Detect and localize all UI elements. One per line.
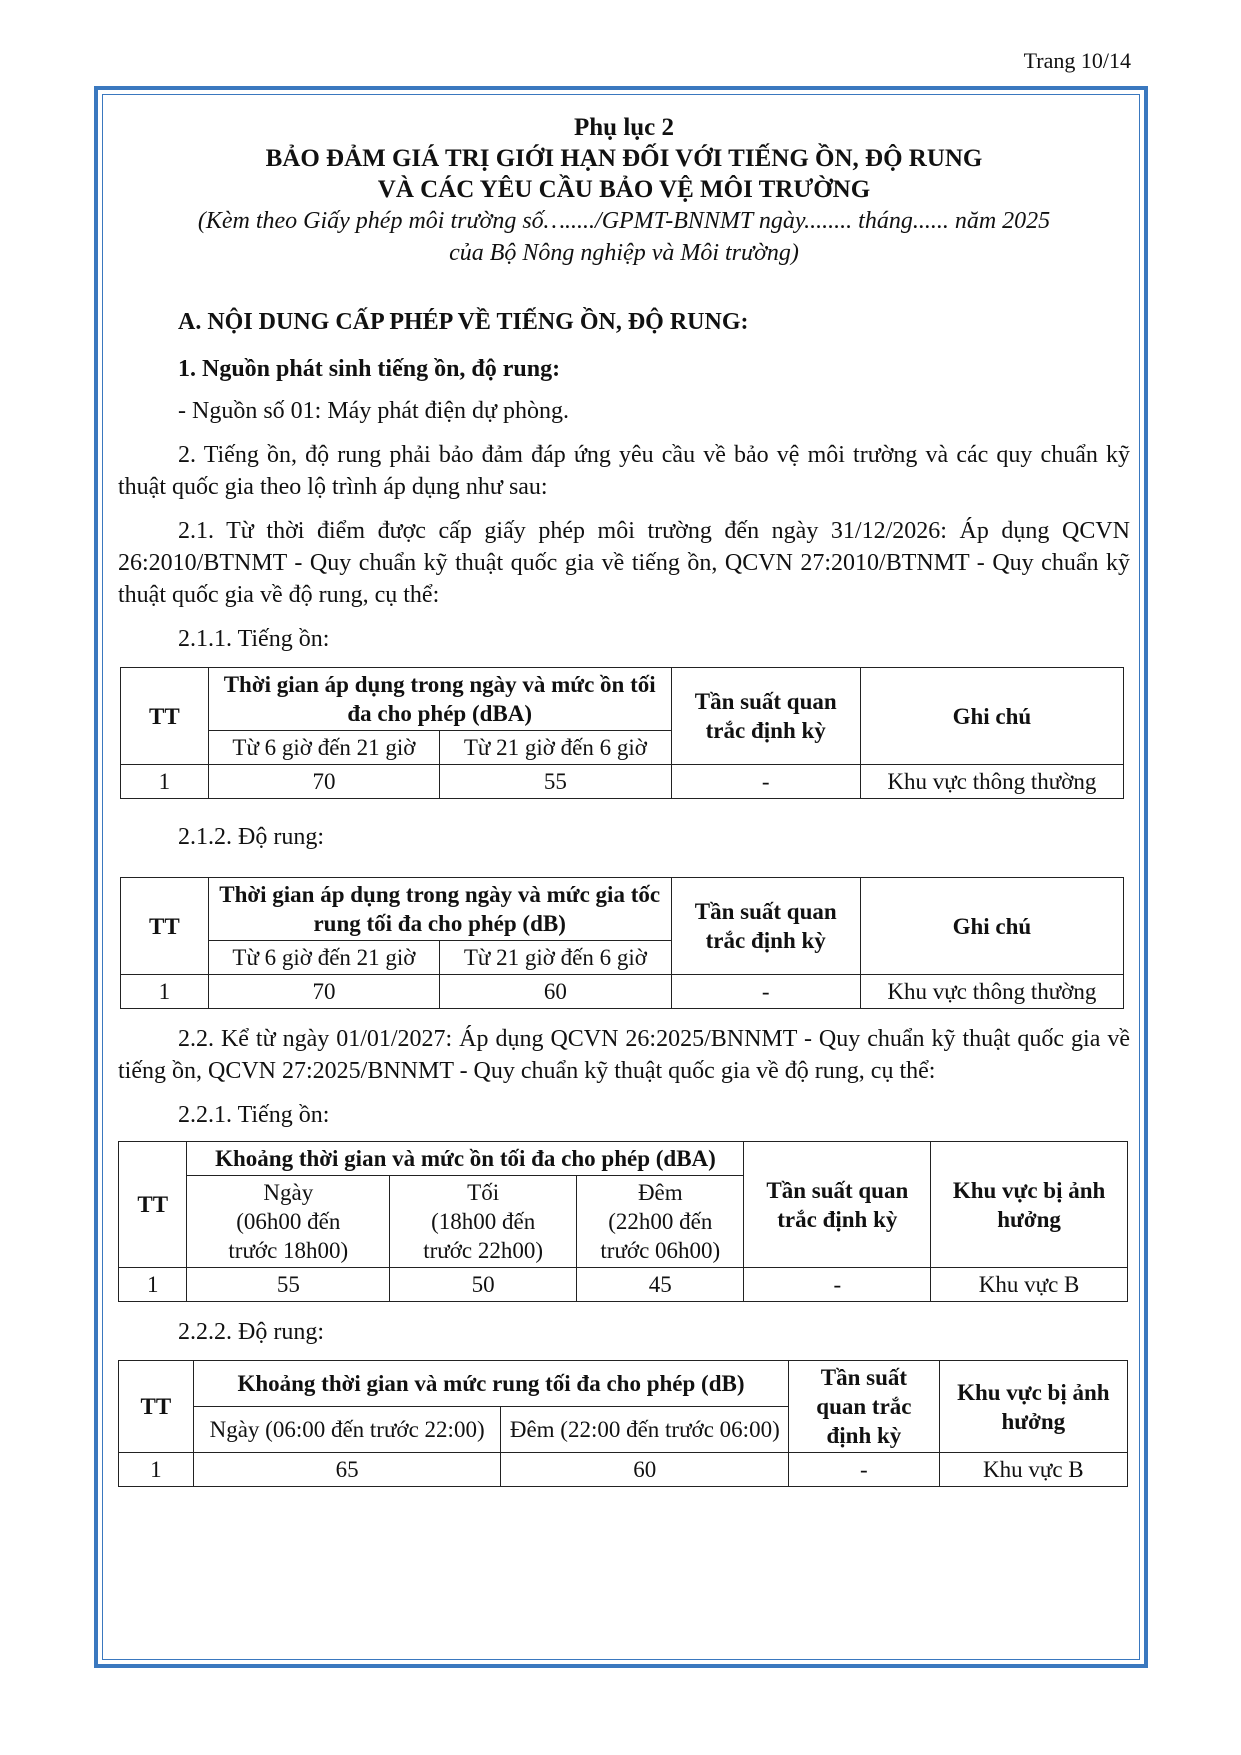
cell-area: Khu vực B xyxy=(931,1268,1128,1302)
header-night: Đêm (22:00 đến trước 06:00) xyxy=(501,1407,789,1453)
header-evening-label: Tối xyxy=(467,1180,500,1205)
appendix-subtitle-line2: của Bộ Nông nghiệp và Môi trường) xyxy=(449,240,799,266)
header-area: Khu vực bị ảnh hưởng xyxy=(931,1142,1128,1268)
cell-tt: 1 xyxy=(119,1268,187,1302)
cell-note: Khu vực thông thường xyxy=(860,765,1123,799)
table-row xyxy=(121,765,1124,799)
header-night xyxy=(577,1176,744,1268)
document-body xyxy=(118,112,1130,1487)
header-group: Khoảng thời gian và mức ồn tối đa cho phép (dBA) xyxy=(187,1142,744,1176)
cell-tt: 1 xyxy=(119,1453,194,1487)
header-frequency: Tần suất quan trắc định kỳ xyxy=(671,668,860,765)
appendix-label: Phụ lục 2 xyxy=(573,114,675,141)
label-2-2-1: 2.2.1. Tiếng ồn: xyxy=(178,1102,330,1128)
noise-table-2010 xyxy=(120,667,1124,799)
header-evening-range-end: trước 22h00) xyxy=(423,1238,544,1263)
header-evening-range-start: (18h00 đến xyxy=(431,1209,536,1234)
header-day-range-start: (06h00 đến xyxy=(236,1209,341,1234)
vibration-table-2010 xyxy=(120,877,1124,1009)
cell-day: 55 xyxy=(187,1268,390,1302)
header-day: Ngày (06:00 đến trước 22:00) xyxy=(193,1407,501,1453)
cell-night: 55 xyxy=(440,765,671,799)
header-day: Từ 6 giờ đến 21 giờ xyxy=(208,941,439,975)
page-number: Trang 10/14 xyxy=(1023,48,1131,73)
table-row xyxy=(119,1268,1128,1302)
header-night-label: Đêm xyxy=(637,1180,683,1205)
header-evening xyxy=(390,1176,577,1268)
header-day-range-end: trước 18h00) xyxy=(228,1238,349,1263)
cell-area: Khu vực B xyxy=(939,1453,1127,1487)
appendix-subtitle-line1: (Kèm theo Giấy phép môi trường số…...../GPMT-BNNMT ngày........ tháng...... năm 2025 xyxy=(197,208,1051,234)
noise-table-2025 xyxy=(118,1141,1128,1302)
paragraph-2-1: 2.1. Từ thời điểm được cấp giấy phép môi trường đến ngày 31/12/2026: Áp dụng QCVN 26:2010/BTNMT - Quy chuẩn kỹ thuật quốc gia về tiếng ồn, QCVN 27:2010/BTNMT - Quy chuẩn kỹ thuật quốc gia về độ rung, cụ thể: xyxy=(118,518,1130,608)
cell-frequency: - xyxy=(789,1453,939,1487)
cell-frequency: - xyxy=(744,1268,931,1302)
label-2-2-2: 2.2.2. Độ rung: xyxy=(178,1319,324,1345)
header-frequency: Tần suất quan trắc định kỳ xyxy=(671,878,860,975)
cell-tt: 1 xyxy=(121,765,209,799)
cell-night: 60 xyxy=(501,1453,789,1487)
source-item: - Nguồn số 01: Máy phát điện dự phòng. xyxy=(178,398,569,424)
table-row xyxy=(119,1453,1128,1487)
header-group: Khoảng thời gian và mức rung tối đa cho phép (dB) xyxy=(193,1361,788,1407)
header-frequency: Tần suất quan trắc định kỳ xyxy=(744,1142,931,1268)
vibration-table-2025 xyxy=(118,1360,1128,1487)
header-tt: TT xyxy=(119,1361,194,1453)
cell-night: 60 xyxy=(440,975,671,1009)
appendix-header xyxy=(118,112,1130,269)
cell-night: 45 xyxy=(577,1268,744,1302)
cell-day: 70 xyxy=(208,975,439,1009)
header-tt: TT xyxy=(119,1142,187,1268)
header-frequency: Tần suất quan trắc định kỳ xyxy=(789,1361,939,1453)
header-night: Từ 21 giờ đến 6 giờ xyxy=(440,941,671,975)
appendix-title-line1: BẢO ĐẢM GIÁ TRỊ GIỚI HẠN ĐỐI VỚI TIẾNG ỒN, ĐỘ RUNG xyxy=(265,145,983,172)
header-area: Khu vực bị ảnh hưởng xyxy=(939,1361,1127,1453)
section-a-heading: A. NỘI DUNG CẤP PHÉP VỀ TIẾNG ỒN, ĐỘ RUNG: xyxy=(178,309,749,335)
cell-day: 70 xyxy=(208,765,439,799)
header-night-range-start: (22h00 đến xyxy=(608,1209,713,1234)
header-tt: TT xyxy=(121,878,209,975)
appendix-title-line2: VÀ CÁC YÊU CẦU BẢO VỆ MÔI TRƯỜNG xyxy=(377,176,871,203)
cell-evening: 50 xyxy=(390,1268,577,1302)
cell-frequency: - xyxy=(671,975,860,1009)
header-note: Ghi chú xyxy=(860,878,1123,975)
cell-tt: 1 xyxy=(121,975,209,1009)
cell-frequency: - xyxy=(671,765,860,799)
cell-day: 65 xyxy=(193,1453,501,1487)
cell-note: Khu vực thông thường xyxy=(860,975,1123,1009)
header-day: Từ 6 giờ đến 21 giờ xyxy=(208,731,439,765)
header-night-range-end: trước 06h00) xyxy=(600,1238,721,1263)
table-row xyxy=(121,975,1124,1009)
header-note: Ghi chú xyxy=(860,668,1123,765)
header-night: Từ 21 giờ đến 6 giờ xyxy=(440,731,671,765)
label-2-1-2: 2.1.2. Độ rung: xyxy=(178,824,324,850)
paragraph-2-2: 2.2. Kể từ ngày 01/01/2027: Áp dụng QCVN 26:2025/BNNMT - Quy chuẩn kỹ thuật quốc gia về tiếng ồn, QCVN 27:2025/BNNMT - Quy chuẩn kỹ thuật quốc gia về độ rung, cụ thể: xyxy=(118,1026,1130,1084)
heading-noise-sources: 1. Nguồn phát sinh tiếng ồn, độ rung: xyxy=(178,356,561,382)
header-day-label: Ngày xyxy=(263,1180,314,1205)
header-group: Thời gian áp dụng trong ngày và mức ồn tối đa cho phép (dBA) xyxy=(208,668,671,731)
label-2-1-1: 2.1.1. Tiếng ồn: xyxy=(178,626,330,652)
header-group: Thời gian áp dụng trong ngày và mức gia tốc rung tối đa cho phép (dB) xyxy=(208,878,671,941)
header-day xyxy=(187,1176,390,1268)
header-tt: TT xyxy=(121,668,209,765)
paragraph-2: 2. Tiếng ồn, độ rung phải bảo đảm đáp ứng yêu cầu về bảo vệ môi trường và các quy chuẩn kỹ thuật quốc gia theo lộ trình áp dụng như sau: xyxy=(118,442,1130,500)
